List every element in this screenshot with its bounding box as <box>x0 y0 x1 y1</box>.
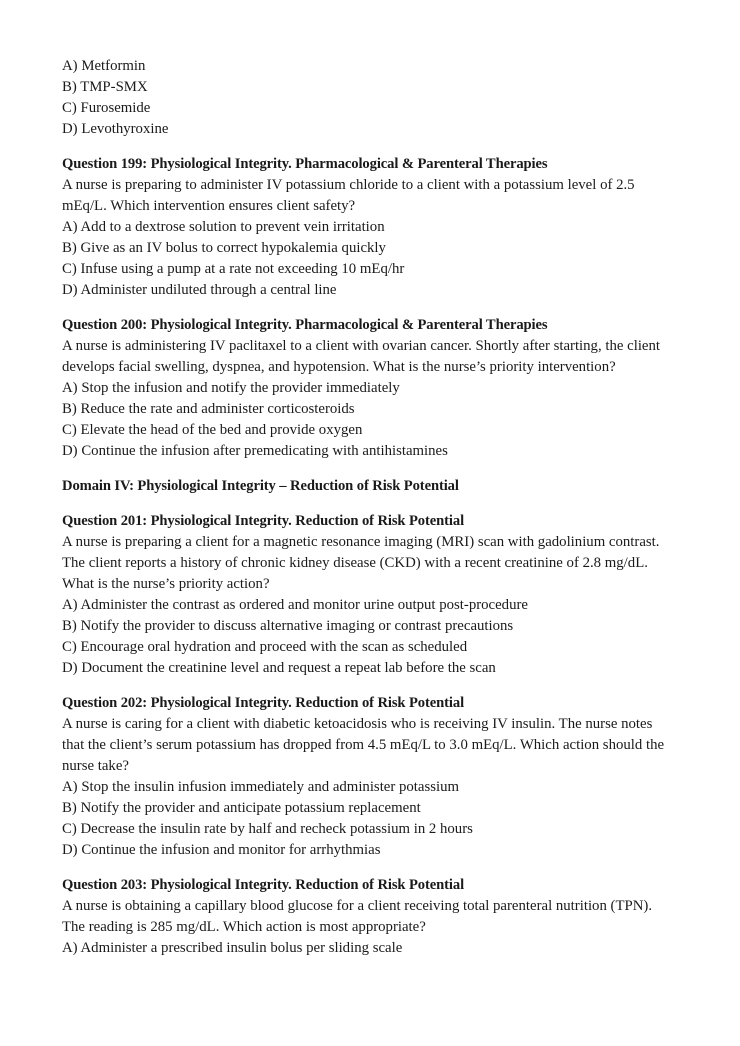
option-d: D) Administer undiluted through a central line <box>62 282 337 298</box>
option-list <box>62 378 666 462</box>
option-c: C) Encourage oral hydration and proceed with the scan as scheduled <box>62 639 468 655</box>
option-a: A) Stop the infusion and notify the provider immediately <box>62 380 400 396</box>
option-b: B) TMP-SMX <box>62 79 148 95</box>
question-heading: Question 200: Physiological Integrity. Pharmacological & Parenteral Therapies <box>62 317 548 333</box>
option-c: C) Furosemide <box>62 100 151 116</box>
option-b: B) Reduce the rate and administer corticosteroids <box>62 401 355 417</box>
question-stem: A nurse is obtaining a capillary blood glucose for a client receiving total parenteral nutrition (TPN). The reading is 285 mg/dL. Which action is most appropriate? <box>62 898 653 935</box>
option-a: A) Stop the insulin infusion immediately and administer potassium <box>62 779 460 795</box>
option-d: D) Document the creatinine level and request a repeat lab before the scan <box>62 660 496 676</box>
question-heading: Question 199: Physiological Integrity. Pharmacological & Parenteral Therapies <box>62 156 548 172</box>
option-d: D) Continue the infusion after premedicating with antihistamines <box>62 443 448 459</box>
option-list <box>62 938 666 959</box>
option-list <box>62 777 666 861</box>
domain-heading: Domain IV: Physiological Integrity – Reduction of Risk Potential <box>62 478 459 494</box>
question-stem: A nurse is caring for a client with diabetic ketoacidosis who is receiving IV insulin. The nurse notes that the client’s serum potassium has dropped from 4.5 mEq/L to 3.0 mEq/L. Which action should the nurse take? <box>62 716 665 774</box>
question-stem: A nurse is administering IV paclitaxel to a client with ovarian cancer. Shortly after starting, the client develops facial swelling, dyspnea, and hypotension. What is the nurse’s priority intervention? <box>62 338 661 375</box>
question-block-200 <box>62 315 666 462</box>
question-block-199 <box>62 154 666 301</box>
question-block-202 <box>62 693 666 861</box>
option-a: A) Add to a dextrose solution to prevent vein irritation <box>62 219 385 235</box>
orphan-option-list <box>62 56 666 140</box>
option-c: C) Infuse using a pump at a rate not exceeding 10 mEq/hr <box>62 261 405 277</box>
option-c: C) Elevate the head of the bed and provide oxygen <box>62 422 363 438</box>
question-heading: Question 202: Physiological Integrity. Reduction of Risk Potential <box>62 695 465 711</box>
option-a: A) Administer the contrast as ordered and monitor urine output post-procedure <box>62 597 528 613</box>
option-a: A) Administer a prescribed insulin bolus per sliding scale <box>62 940 403 956</box>
question-stem: A nurse is preparing to administer IV potassium chloride to a client with a potassium level of 2.5 mEq/L. Which intervention ensures client safety? <box>62 177 635 214</box>
question-heading: Question 203: Physiological Integrity. Reduction of Risk Potential <box>62 877 465 893</box>
option-d: D) Levothyroxine <box>62 121 169 137</box>
domain-section-heading-block <box>62 476 666 497</box>
option-a: A) Metformin <box>62 58 146 74</box>
option-b: B) Give as an IV bolus to correct hypokalemia quickly <box>62 240 386 256</box>
question-stem: A nurse is preparing a client for a magnetic resonance imaging (MRI) scan with gadolinium contrast. The client reports a history of chronic kidney disease (CKD) with a recent creatinine of 2.8 mg/dL. What is the nurse’s priority action? <box>62 534 660 592</box>
option-c: C) Decrease the insulin rate by half and recheck potassium in 2 hours <box>62 821 473 837</box>
question-block-203 <box>62 875 666 959</box>
option-b: B) Notify the provider and anticipate potassium replacement <box>62 800 421 816</box>
question-heading: Question 201: Physiological Integrity. Reduction of Risk Potential <box>62 513 465 529</box>
option-b: B) Notify the provider to discuss alternative imaging or contrast precautions <box>62 618 514 634</box>
option-d: D) Continue the infusion and monitor for arrhythmias <box>62 842 381 858</box>
option-list <box>62 217 666 301</box>
question-block-201 <box>62 511 666 679</box>
option-list <box>62 56 666 140</box>
option-list <box>62 595 666 679</box>
